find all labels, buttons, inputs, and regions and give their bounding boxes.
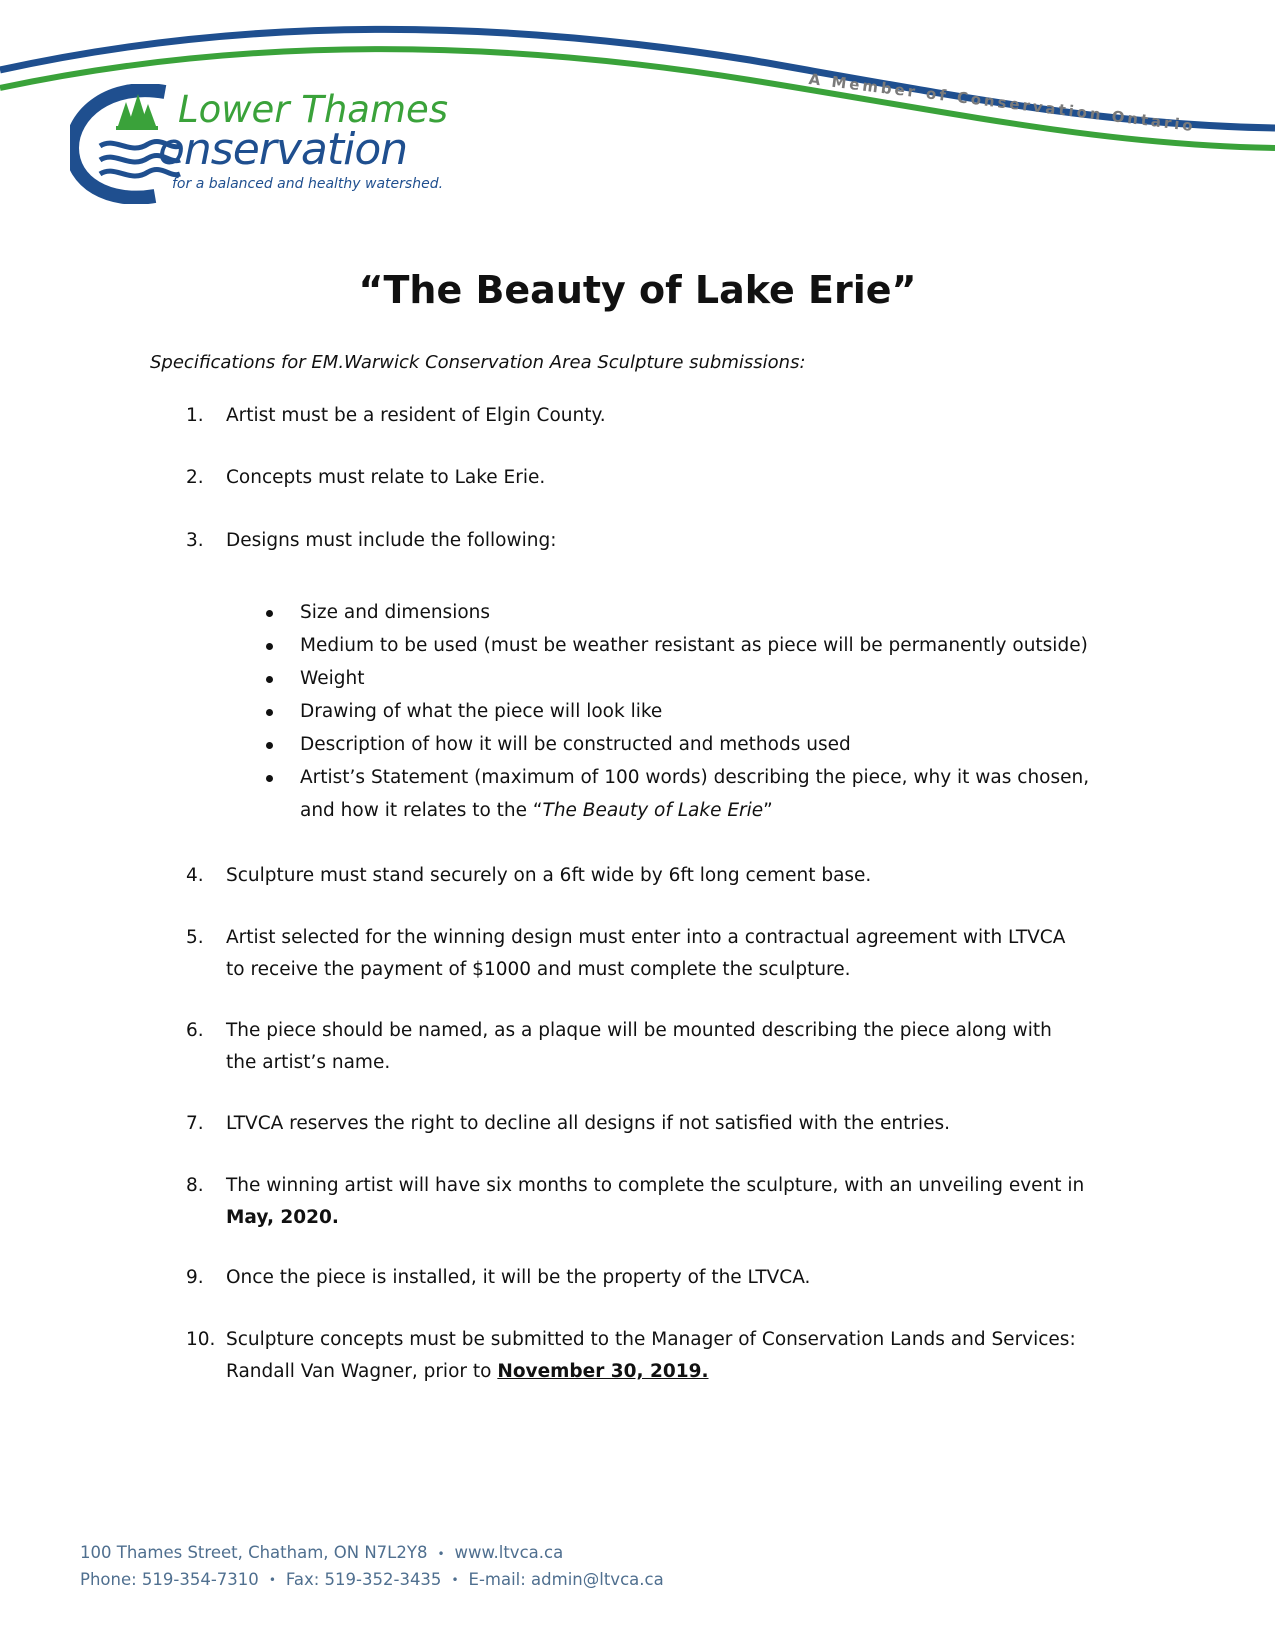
item-text: Artist selected for the winning design must enter into a contractual agreement with LTVCA to receive the payment of $1000 and must complete the sculpture. [226,927,1066,980]
item-text: LTVCA reserves the right to decline all designs if not satisfied with the entries. [226,1113,950,1134]
unveiling-date: May, 2020. [226,1207,339,1228]
list-item [260,695,1120,728]
footer-line-1 [80,1540,664,1567]
deadline-date: November 30, 2019. [497,1361,709,1382]
item-number: 9. [186,1267,204,1288]
logo-tagline: for a balanced and healthy watershed. [172,176,444,192]
item-number: 8. [186,1175,204,1196]
item-text: Sculpture concepts must be submitted to the Manager of Conservation Lands and Services: Randall Van Wagner, prior to [226,1329,1076,1382]
item-text: Designs must include the following: [226,530,557,551]
bullet-icon [266,610,273,617]
separator-icon: • [437,1546,445,1561]
list-item [260,629,1120,662]
bullet-text: Medium to be used (must be weather resistant as piece will be permanently outside) [300,635,1088,656]
item-text: Artist must be a resident of Elgin County. [226,405,606,426]
item-text: Concepts must relate to Lake Erie. [226,467,546,488]
intro-text: Specifications for EM.Warwick Conservation Area Sculpture submissions: [150,352,806,373]
item-number: 7. [186,1113,204,1134]
item-text: Sculpture must stand securely on a 6ft wide by 6ft long cement base. [226,865,872,886]
document-title: “The Beauty of Lake Erie” [358,268,917,312]
item-number: 1. [186,405,204,426]
footer-fax: Fax: 519-352-3435 [285,1569,442,1589]
item-text: The winning artist will have six months to complete the sculpture, with an unveiling event in [226,1175,1085,1196]
item-number: 4. [186,865,204,886]
item-number: 6. [186,1020,204,1041]
bullet-icon [266,742,273,749]
bullet-italic-text: The Beauty of Lake Erie [542,800,764,821]
item-number: 3. [186,530,204,551]
member-tagline: A Member of Conservation Ontario [807,70,1197,136]
bullet-icon [266,709,273,716]
item-number: 5. [186,927,204,948]
footer-line-2 [80,1567,664,1594]
separator-icon: • [268,1573,276,1587]
separator-icon: • [451,1573,459,1587]
bullet-text: Description of how it will be constructed and methods used [300,734,851,755]
footer-contact [80,1540,664,1593]
bullet-text: Size and dimensions [300,602,491,623]
item-text: Once the piece is installed, it will be the property of the LTVCA. [226,1267,811,1288]
bullet-icon [266,775,273,782]
item-number: 2. [186,467,204,488]
list-item [186,525,1086,557]
list-item [260,761,1120,827]
bullet-text: Drawing of what the piece will look like [300,701,663,722]
list-item [186,1170,1086,1234]
list-item [186,1262,1086,1294]
item-text: The piece should be named, as a plaque will be mounted describing the piece along with the artist’s name. [226,1020,1052,1073]
list-item [186,922,1086,986]
footer-address: 100 Thames Street, Chatham, ON N7L2Y8 [80,1543,428,1562]
list-item [186,400,1086,432]
logo-name-line2: onservation [158,124,408,175]
logo-name-line1: Lower Thames [178,88,449,131]
list-item [186,860,1086,892]
design-requirements-list [260,596,1120,827]
list-item [186,462,1086,494]
list-item [260,728,1120,761]
bullet-text: Weight [300,668,365,689]
footer-phone: Phone: 519-354-7310 [80,1569,259,1589]
bullet-icon [266,643,273,650]
list-item [186,1108,1086,1140]
list-item [260,662,1120,695]
list-item [260,596,1120,629]
list-item [186,1015,1086,1079]
footer-website-link[interactable]: www.ltvca.ca [454,1543,564,1562]
footer-email-link[interactable]: E-mail: admin@ltvca.ca [468,1569,664,1589]
bullet-icon [266,676,273,683]
bullet-text-end: ” [763,800,773,821]
bullet-text: Artist’s Statement (maximum of 100 words) describing the piece, why it was chosen, and how it relates to the “ [300,767,1090,821]
item-number: 10. [186,1329,216,1350]
list-item [186,1324,1086,1388]
